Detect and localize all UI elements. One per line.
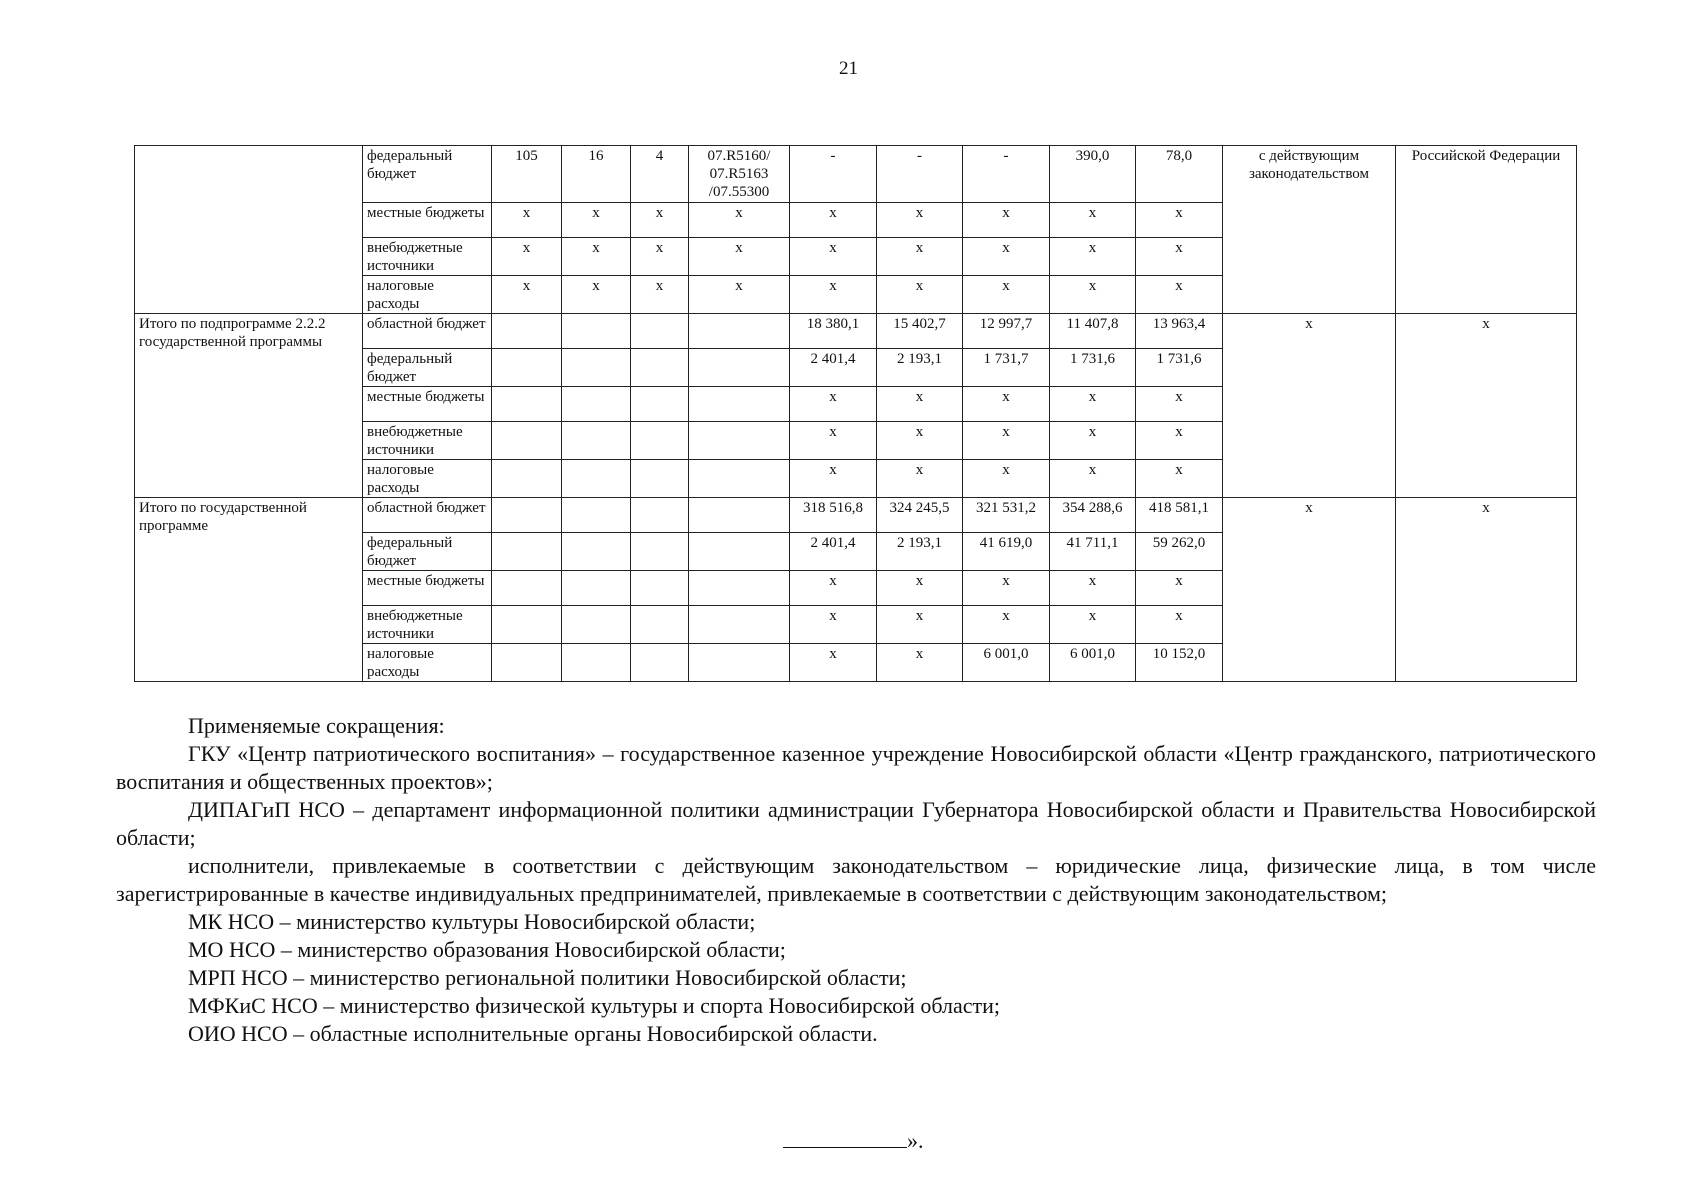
- funding-source-cell: местные бюджеты: [363, 571, 492, 606]
- table-cell: 15 402,7: [877, 314, 963, 349]
- funding-source-cell: местные бюджеты: [363, 203, 492, 238]
- abbreviation-item: МО НСО – министерство образования Новосибирской области;: [188, 937, 786, 962]
- table-cell: 59 262,0: [1136, 533, 1223, 571]
- funding-source-cell: налоговые расходы: [363, 276, 492, 314]
- abbreviation-item: МФКиС НСО – министерство физической культуры и спорта Новосибирской области;: [188, 993, 1001, 1018]
- table-cell: x: [877, 276, 963, 314]
- funding-source-cell: федеральный бюджет: [363, 533, 492, 571]
- table-cell: 2 193,1: [877, 533, 963, 571]
- table-cell: x: [689, 203, 790, 238]
- table-cell: x: [963, 422, 1050, 460]
- funding-source-cell: внебюджетные источники: [363, 238, 492, 276]
- result-cell: x: [1396, 314, 1577, 498]
- table-cell: x: [790, 276, 877, 314]
- table-cell: x: [1050, 460, 1136, 498]
- table-cell: x: [1136, 203, 1223, 238]
- abbreviations-heading: Применяемые сокращения:: [188, 713, 445, 738]
- table-cell: x: [492, 238, 562, 276]
- table-cell: 321 531,2: [963, 498, 1050, 533]
- funding-source-cell: налоговые расходы: [363, 644, 492, 682]
- table-cell: x: [877, 571, 963, 606]
- funding-source-cell: федеральный бюджет: [363, 349, 492, 387]
- executor-cell: с действующим законодательством: [1223, 146, 1396, 314]
- table-cell: 2 401,4: [790, 349, 877, 387]
- table-cell: x: [790, 644, 877, 682]
- table-cell: -: [877, 146, 963, 203]
- table-cell: x: [877, 606, 963, 644]
- table-cell: 105: [492, 146, 562, 203]
- funding-source-cell: налоговые расходы: [363, 460, 492, 498]
- table-cell: x: [562, 276, 631, 314]
- table-cell: x: [790, 422, 877, 460]
- table-cell: x: [790, 606, 877, 644]
- table-cell: x: [1050, 571, 1136, 606]
- table-cell: 13 963,4: [1136, 314, 1223, 349]
- table-cell: 4: [631, 146, 689, 203]
- table-cell: x: [1136, 387, 1223, 422]
- table-cell: x: [877, 238, 963, 276]
- page-number: 21: [839, 58, 858, 79]
- table-cell: x: [877, 422, 963, 460]
- table-cell: 418 581,1: [1136, 498, 1223, 533]
- table-cell: x: [1050, 606, 1136, 644]
- table-cell: 390,0: [1050, 146, 1136, 203]
- table-cell: x: [1050, 387, 1136, 422]
- table-cell: x: [877, 644, 963, 682]
- table-cell: x: [1136, 571, 1223, 606]
- abbreviation-item: исполнители, привлекаемые в соответствии с действующим законодательством – юридические лица, физические лица, в том числе зарегистрированные в качестве индивидуальных предпринимателей, привлекаемые в соответствии с действующим законодательством;: [116, 853, 1596, 906]
- table-cell: x: [963, 606, 1050, 644]
- empty-label-cell: [135, 146, 363, 314]
- table-cell: x: [689, 238, 790, 276]
- budget-table: [134, 145, 1577, 682]
- table-cell: 1 731,6: [1136, 349, 1223, 387]
- table-cell: 16: [562, 146, 631, 203]
- table-cell: x: [689, 276, 790, 314]
- table-cell: 18 380,1: [790, 314, 877, 349]
- table-cell: x: [790, 460, 877, 498]
- budget-table-container: [134, 145, 1577, 682]
- table-cell: 10 152,0: [1136, 644, 1223, 682]
- table-cell: x: [1050, 276, 1136, 314]
- table-cell: 1 731,7: [963, 349, 1050, 387]
- table-cell: x: [562, 238, 631, 276]
- table-cell: x: [492, 203, 562, 238]
- abbreviations-section: [116, 712, 1596, 1048]
- closing-mark: [783, 1125, 924, 1154]
- table-cell: x: [790, 571, 877, 606]
- table-cell: x: [790, 203, 877, 238]
- table-row: [135, 498, 1577, 533]
- abbreviation-item: МРП НСО – министерство региональной политики Новосибирской области;: [188, 965, 907, 990]
- subprogram-total-label: Итого по подпрограмме 2.2.2 государственной программы: [135, 314, 363, 498]
- table-row: [135, 146, 1577, 203]
- table-cell: x: [877, 203, 963, 238]
- closing-quote: ».: [907, 1128, 924, 1153]
- table-cell: 11 407,8: [1050, 314, 1136, 349]
- table-cell: x: [562, 203, 631, 238]
- table-cell: x: [963, 276, 1050, 314]
- table-cell: -: [790, 146, 877, 203]
- result-cell: x: [1396, 498, 1577, 682]
- table-cell: 41 711,1: [1050, 533, 1136, 571]
- abbreviation-item: ОИО НСО – областные исполнительные органы Новосибирской области.: [188, 1021, 878, 1046]
- executor-cell: x: [1223, 314, 1396, 498]
- funding-source-cell: местные бюджеты: [363, 387, 492, 422]
- funding-source-cell: внебюджетные источники: [363, 606, 492, 644]
- table-cell: x: [1136, 422, 1223, 460]
- table-cell: x: [1050, 238, 1136, 276]
- table-cell: -: [963, 146, 1050, 203]
- table-cell: 2 193,1: [877, 349, 963, 387]
- table-cell: x: [1136, 238, 1223, 276]
- table-cell: x: [631, 238, 689, 276]
- table-cell: 41 619,0: [963, 533, 1050, 571]
- table-cell: 6 001,0: [1050, 644, 1136, 682]
- table-cell: x: [790, 238, 877, 276]
- table-cell: x: [1136, 460, 1223, 498]
- table-cell: x: [877, 387, 963, 422]
- funding-source-cell: внебюджетные источники: [363, 422, 492, 460]
- table-cell: x: [631, 276, 689, 314]
- table-cell: 6 001,0: [963, 644, 1050, 682]
- table-cell: x: [963, 203, 1050, 238]
- table-cell: 2 401,4: [790, 533, 877, 571]
- table-cell: 354 288,6: [1050, 498, 1136, 533]
- funding-source-cell: федеральный бюджет: [363, 146, 492, 203]
- table-cell: x: [877, 460, 963, 498]
- table-cell: 78,0: [1136, 146, 1223, 203]
- table-cell: x: [963, 460, 1050, 498]
- table-cell: x: [1136, 606, 1223, 644]
- table-cell: x: [963, 387, 1050, 422]
- funding-source-cell: областной бюджет: [363, 498, 492, 533]
- table-cell: 324 245,5: [877, 498, 963, 533]
- table-cell: x: [963, 571, 1050, 606]
- abbreviation-item: ДИПАГиП НСО – департамент информационной политики администрации Губернатора Новосибирской области и Правительства Новосибирской области;: [116, 797, 1596, 850]
- table-cell: x: [1050, 203, 1136, 238]
- result-cell: Российской Федерации: [1396, 146, 1577, 314]
- closing-rule: [783, 1125, 907, 1148]
- abbreviation-item: ГКУ «Центр патриотического воспитания» – государственное казенное учреждение Новосибирской области «Центр гражданского, патриотического воспитания и общественных проектов»;: [116, 741, 1596, 794]
- table-cell: x: [1050, 422, 1136, 460]
- executor-cell: x: [1223, 498, 1396, 682]
- table-cell: x: [1136, 276, 1223, 314]
- table-cell: 07.R5160/ 07.R5163 /07.55300: [689, 146, 790, 203]
- abbreviation-item: МК НСО – министерство культуры Новосибирской области;: [188, 909, 756, 934]
- table-cell: x: [790, 387, 877, 422]
- table-cell: 318 516,8: [790, 498, 877, 533]
- table-cell: x: [492, 276, 562, 314]
- table-row: [135, 314, 1577, 349]
- table-cell: x: [963, 238, 1050, 276]
- table-cell: 12 997,7: [963, 314, 1050, 349]
- funding-source-cell: областной бюджет: [363, 314, 492, 349]
- table-cell: x: [631, 203, 689, 238]
- program-total-label: Итого по государственной программе: [135, 498, 363, 682]
- table-cell: 1 731,6: [1050, 349, 1136, 387]
